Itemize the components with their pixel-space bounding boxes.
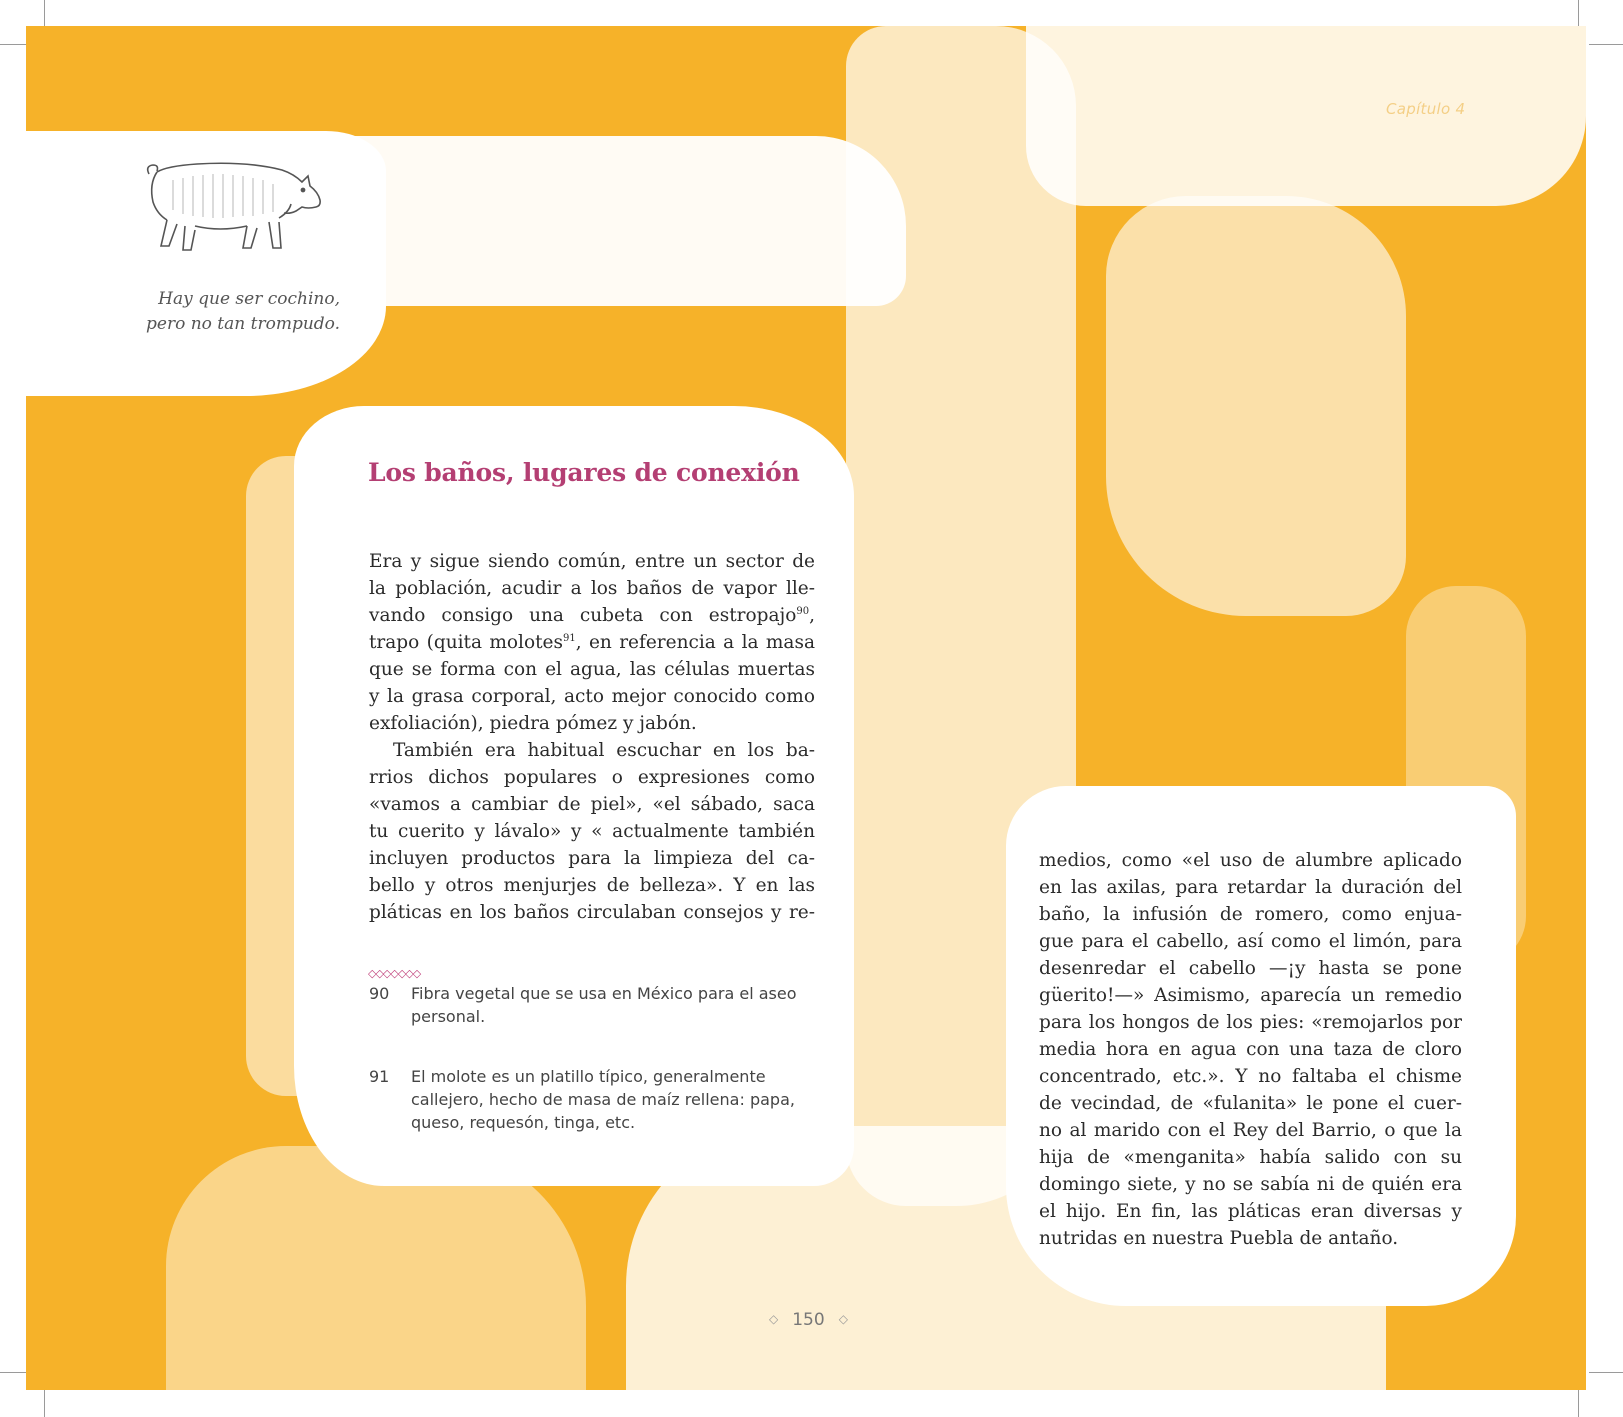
text-line: Era y sigue siendo común, entre un sector de bbox=[369, 551, 815, 572]
epigraph-line: pero no tan trompudo. bbox=[146, 314, 340, 334]
text-line: pláticas en los baños circulaban consejos y re- bbox=[369, 902, 815, 923]
left-text-column bbox=[369, 548, 815, 926]
text-line bbox=[369, 629, 815, 656]
chapter-header: Capítulo 4 bbox=[1386, 100, 1466, 118]
text-line: media hora en agua con una taza de cloro bbox=[1039, 1039, 1462, 1060]
text-line: «vamos a cambiar de piel», «el sábado, saca bbox=[369, 794, 815, 815]
paint-wash bbox=[286, 136, 906, 306]
text-line: bello y otros menjurjes de belleza». Y en las bbox=[369, 875, 815, 896]
footnote-line: Fibra vegetal que se usa en México para el aseo bbox=[411, 984, 797, 1003]
text-line: domingo siete, y no se sabía ni de quién era bbox=[1039, 1174, 1462, 1195]
right-text-column bbox=[1039, 847, 1462, 1252]
footnote-ref-90[interactable]: 90 bbox=[796, 606, 810, 617]
paint-wash bbox=[246, 456, 356, 1096]
text-line: gue para el cabello, así como el limón, para bbox=[1039, 931, 1462, 952]
text-line: incluyen productos para la limpieza del ca- bbox=[369, 848, 815, 869]
text-line bbox=[369, 602, 815, 629]
text-line: exfoliación), piedra pómez y jabón. bbox=[369, 713, 697, 734]
text-line: tu cuerito y lávalo» y « actualmente también bbox=[369, 821, 815, 842]
footnote-number: 91 bbox=[369, 1067, 390, 1086]
footnote-line: queso, requesón, tinga, etc. bbox=[411, 1113, 636, 1132]
epigraph bbox=[120, 287, 340, 337]
footnote-line: personal. bbox=[411, 1007, 486, 1026]
paint-wash bbox=[1106, 196, 1406, 616]
text-line: güerito!—» Asimismo, aparecía un remedio bbox=[1039, 985, 1462, 1006]
text-line: concentrado, etc.». Y no faltaba el chisme bbox=[1039, 1066, 1462, 1087]
paint-wash bbox=[1026, 26, 1586, 206]
text-line: rrios dichos populares o expresiones como bbox=[369, 767, 815, 788]
footnote-line: El molote es un platillo típico, generalmente bbox=[411, 1067, 766, 1086]
text-line: no al marido con el Rey del Barrio, o que la bbox=[1039, 1120, 1462, 1141]
text-line: desenredar el cabello —¡y hasta se pone bbox=[1039, 958, 1462, 979]
page-number: 150 bbox=[792, 1310, 825, 1330]
epigraph-line: Hay que ser cochino, bbox=[158, 289, 340, 309]
text-line: que se forma con el agua, las células muertas bbox=[369, 659, 815, 680]
text-line: También era habitual escuchar en los ba- bbox=[393, 740, 815, 761]
diamond-ornament-icon: ◇ bbox=[838, 1312, 848, 1326]
text-line: el hijo. En fin, las pláticas eran diversas y bbox=[1039, 1201, 1462, 1222]
page-footer bbox=[755, 1310, 862, 1330]
footnote-line: callejero, hecho de masa de maíz rellena: papa, bbox=[411, 1090, 795, 1109]
text-fragment: , en referencia a la masa bbox=[575, 632, 815, 653]
text-line: de vecindad, de «fulanita» le pone el cuer- bbox=[1039, 1093, 1462, 1114]
footnote-text bbox=[411, 982, 815, 1028]
text-fragment: trapo (quita molotes bbox=[369, 632, 563, 653]
crop-mark bbox=[1589, 44, 1623, 45]
text-line: la población, acudir a los baños de vapor lle- bbox=[369, 578, 815, 599]
text-line: nutridas en nuestra Puebla de antaño. bbox=[1039, 1228, 1399, 1249]
text-line: baño, la infusión de romero, como enjua- bbox=[1039, 904, 1462, 925]
footnote-text bbox=[411, 1065, 815, 1134]
section-heading: Los baños, lugares de conexión bbox=[368, 458, 800, 487]
text-line: y la grasa corporal, acto mejor conocido como bbox=[369, 686, 815, 707]
crop-mark bbox=[1589, 1372, 1623, 1373]
text-line: medios, como «el uso de alumbre aplicado bbox=[1039, 850, 1462, 871]
text-fragment: vando consigo una cubeta con estropajo bbox=[369, 605, 797, 626]
footnote-number: 90 bbox=[369, 984, 390, 1003]
pig-illustration bbox=[143, 160, 323, 260]
text-line: hija de «menganita» había salido con su bbox=[1039, 1147, 1462, 1168]
text-fragment: , bbox=[809, 605, 815, 626]
text-line: para los hongos de los pies: «remojarlos por bbox=[1039, 1012, 1462, 1033]
footnote-divider: ◇◇◇◇◇◇◇ bbox=[368, 967, 421, 980]
paint-wash bbox=[166, 1146, 586, 1390]
diamond-ornament-icon: ◇ bbox=[769, 1312, 779, 1326]
text-line: en las axilas, para retardar la duración del bbox=[1039, 877, 1462, 898]
footnote-ref-91[interactable]: 91 bbox=[563, 633, 576, 644]
